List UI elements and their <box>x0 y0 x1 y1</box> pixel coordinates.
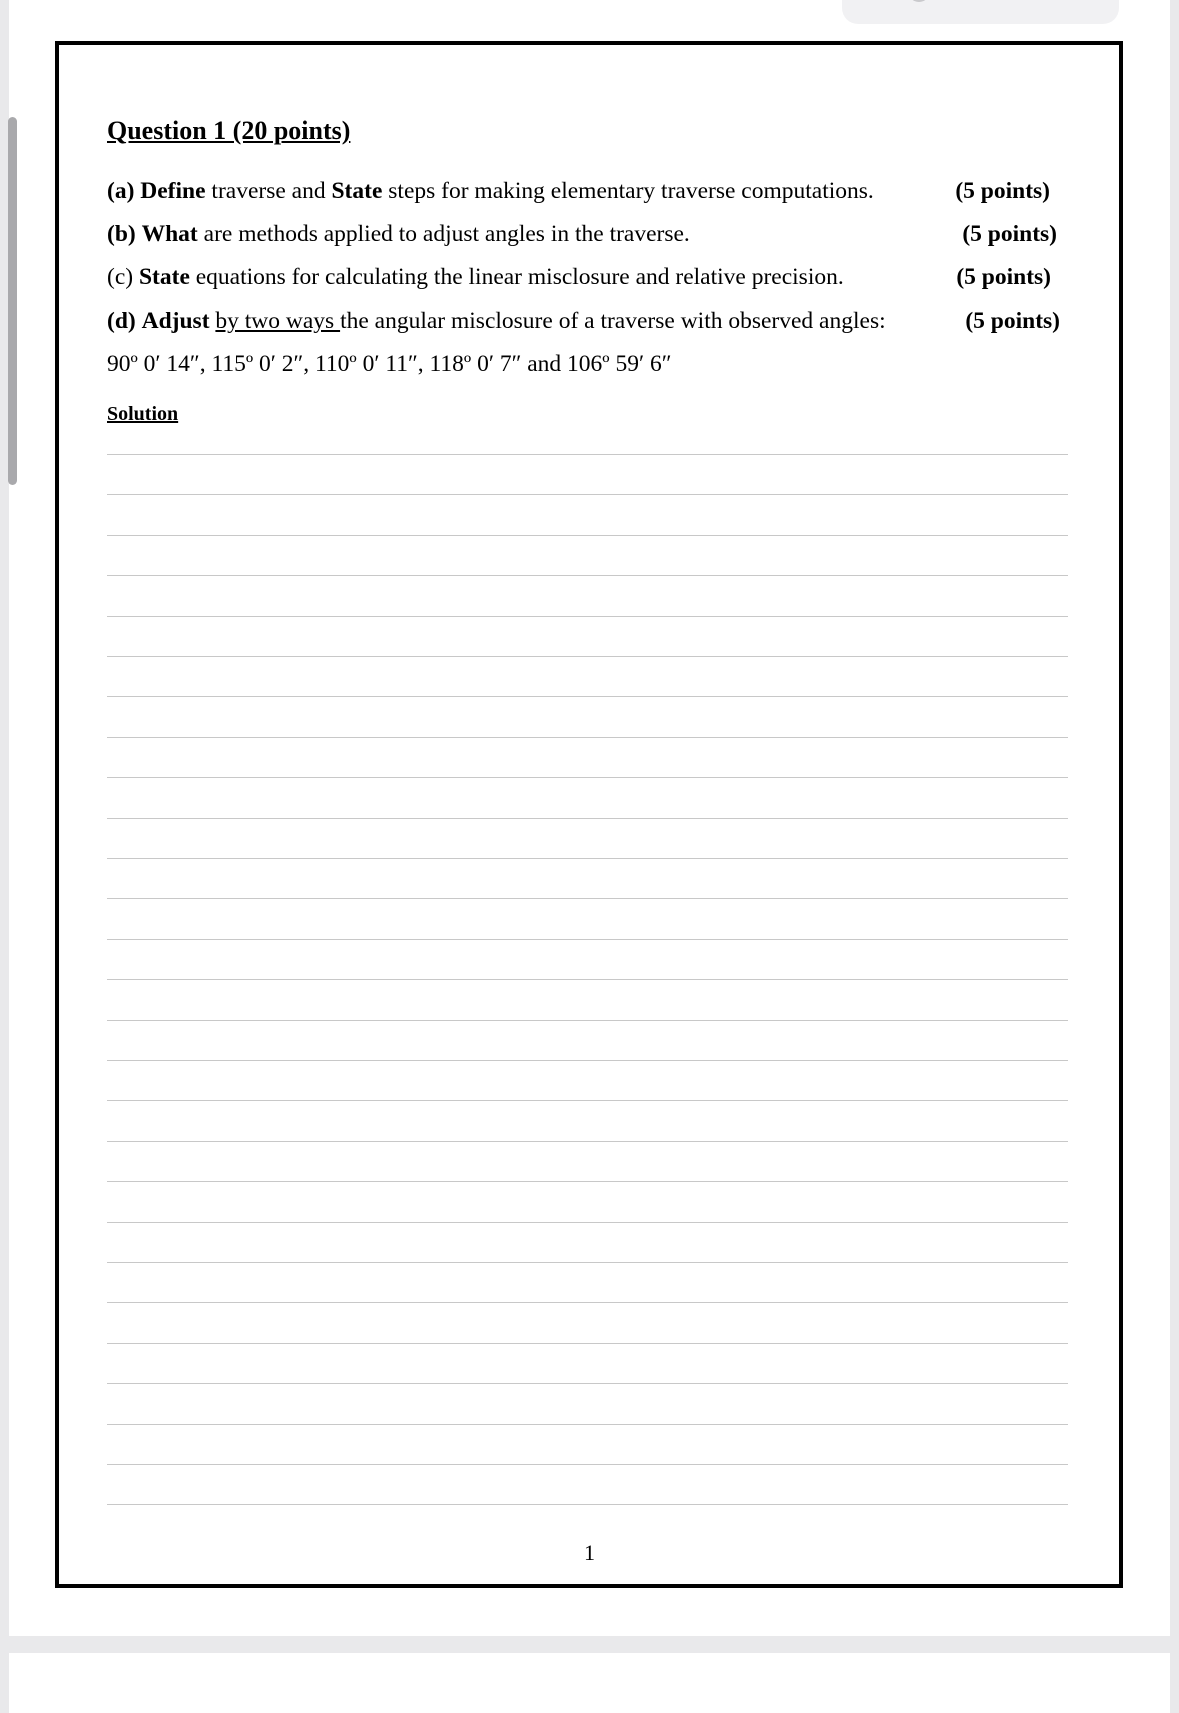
answer-line <box>107 1302 1068 1303</box>
answer-line <box>107 1262 1068 1263</box>
item-points: (5 points) <box>956 264 1051 290</box>
item-text: the angular misclosure of a traverse with observed angles: <box>340 308 886 334</box>
answer-line <box>107 1383 1068 1384</box>
scrollbar-thumb[interactable] <box>8 117 17 485</box>
answer-line <box>107 494 1068 495</box>
item-text: traverse and <box>205 178 332 204</box>
question-item-b <box>107 219 1057 249</box>
item-label: (d) <box>107 308 136 334</box>
item-text: equations for calculating the linear misclosure and relative precision. <box>189 264 844 290</box>
answer-line <box>107 1504 1068 1505</box>
item-verb: What <box>141 221 198 247</box>
answer-line <box>107 1181 1068 1182</box>
answer-line <box>107 777 1068 778</box>
answer-line <box>107 858 1068 859</box>
question-item-a <box>107 176 1057 206</box>
answer-line <box>107 1343 1068 1344</box>
item-label: (b) <box>107 221 136 247</box>
answer-line <box>107 1464 1068 1465</box>
item-verb-2: State <box>331 178 383 204</box>
observed-angles: 90º 0′ 14″, 115º 0′ 2″, 110º 0′ 11″, 118º 0′ 7″ and 106º 59′ 6″ <box>107 351 672 377</box>
item-text: are methods applied to adjust angles in the traverse. <box>197 221 690 247</box>
item-verb: State <box>138 264 190 290</box>
answer-line <box>107 979 1068 980</box>
answer-line <box>107 616 1068 617</box>
answer-line <box>107 1100 1068 1101</box>
question-item-c <box>107 262 1057 292</box>
answer-line <box>107 737 1068 738</box>
answer-line <box>107 656 1068 657</box>
answer-line <box>107 535 1068 536</box>
item-label: (c) <box>107 264 134 290</box>
solution-heading: Solution <box>107 403 179 425</box>
answer-line <box>107 696 1068 697</box>
question-title: Question 1 (20 points) <box>107 116 351 145</box>
answer-line <box>107 1222 1068 1223</box>
answer-line <box>107 818 1068 819</box>
item-verb: Adjust <box>141 308 210 334</box>
item-text: steps for making elementary traverse computations. <box>382 178 874 204</box>
answer-line <box>107 1424 1068 1425</box>
item-verb: Define <box>140 178 206 204</box>
answer-line <box>107 939 1068 940</box>
answer-line <box>107 1020 1068 1021</box>
item-label: (a) <box>107 178 135 204</box>
toolbar-pill[interactable] <box>842 0 1119 24</box>
answer-line <box>107 575 1068 576</box>
item-points: (5 points) <box>955 178 1050 204</box>
answer-line <box>107 898 1068 899</box>
next-page-sheet <box>9 1653 1170 1713</box>
page-number: 1 <box>584 1540 595 1565</box>
item-underlined-text: by two ways <box>215 308 341 334</box>
item-points: (5 points) <box>965 308 1060 334</box>
answer-line <box>107 454 1068 455</box>
answer-line <box>107 1060 1068 1061</box>
answer-line <box>107 1141 1068 1142</box>
item-points: (5 points) <box>962 221 1057 247</box>
question-item-d <box>107 306 1060 336</box>
